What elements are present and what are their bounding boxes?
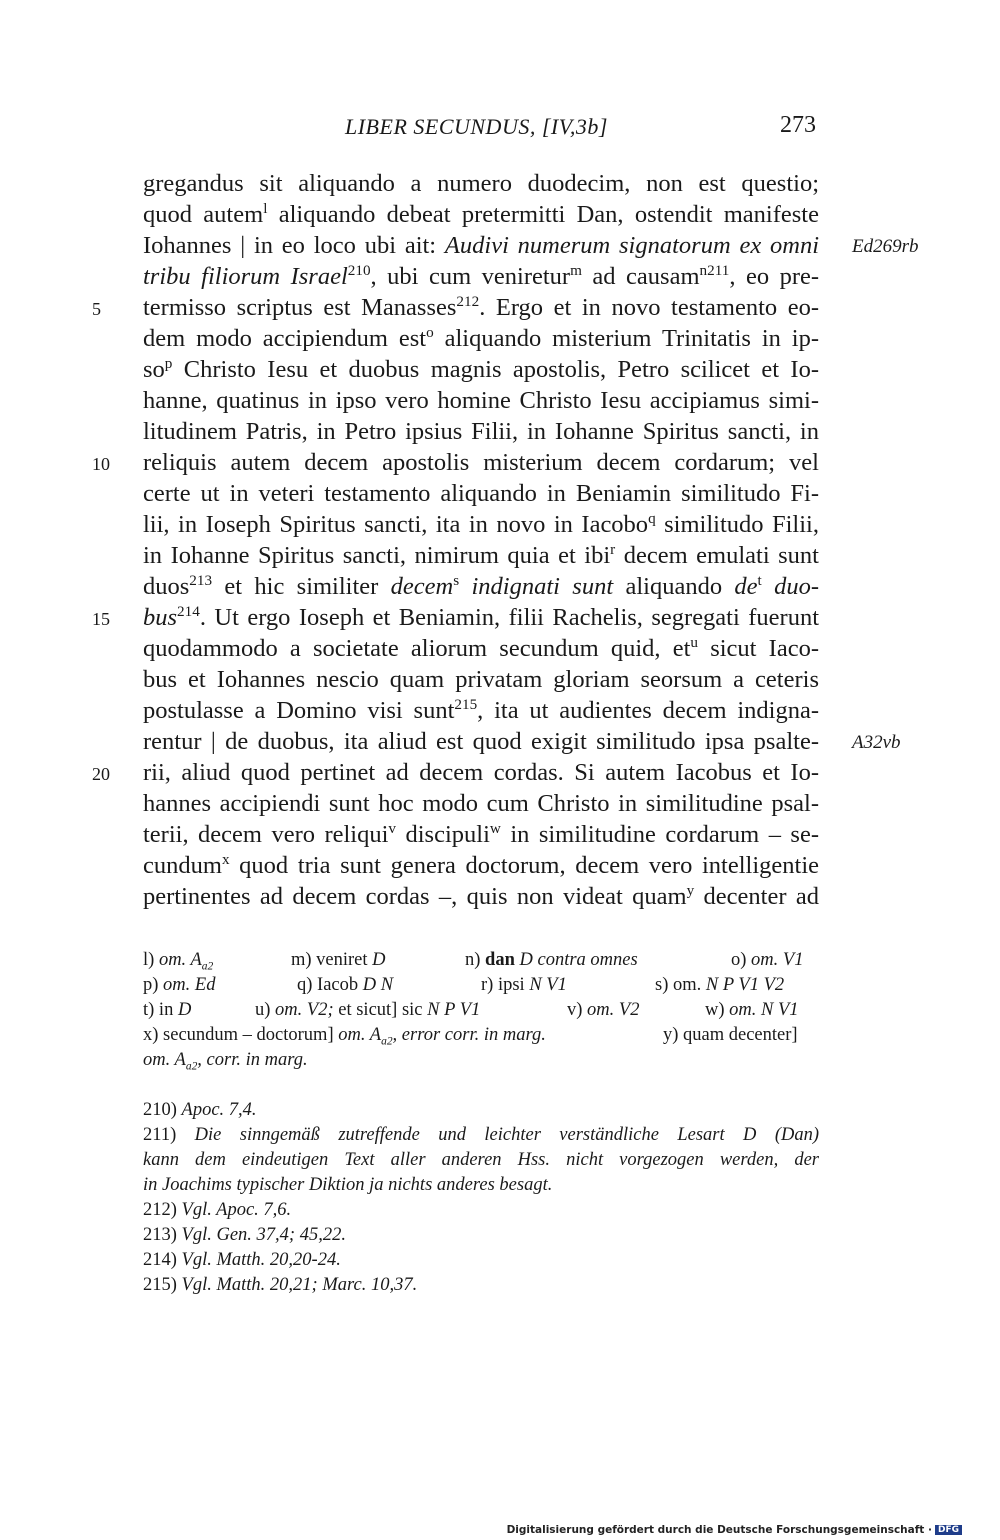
text-line: in Iohanne Spiritus sancti, nimirum quia et ibi$^r$ decem emulati sunt: [143, 540, 819, 569]
margin-folio-ref: A32vb: [852, 732, 901, 753]
text-line: quod autem$^l$ aliquando debeat pretermitti Dan, ostendit manifeste: [143, 199, 819, 228]
text-line: quodammodo a societate aliorum secundum quid, $et^u$ sicut Iaco-: [143, 633, 819, 662]
text-line: termisso scriptus est Manasses$^{212}$. Ergo et in novo testamento eo-: [143, 292, 820, 321]
footnote-line: 214) Vgl. Matth. 20,20-24.: [143, 1250, 341, 1270]
text-line: gregandus sit aliquando a numero duodecim, non est questio;: [143, 170, 819, 197]
text-line: certe ut in veteri testamento aliquando in Beniamin similitudo Fi-: [143, 480, 819, 507]
text-line: hanne, quatinus in ipso vero homine Christo Iesu accipiamus simi-: [143, 387, 819, 414]
apparatus-entry: u) om. V2; et sicut] sic N P V1: [255, 1000, 481, 1020]
apparatus-entry: v) om. V2: [567, 1000, 640, 1020]
apparatus-entry: y) quam decenter]: [663, 1025, 798, 1045]
apparatus-entry: m) veniret D: [291, 950, 386, 970]
text-line: lii, in Ioseph Spiritus sancti, ita in novo in Iacobo$^q$ similitudo Filii,: [143, 509, 819, 538]
text-line: pertinentes ad decem cordas –, quis non videat quam$^y$ decenter ad: [143, 881, 819, 910]
text-line: $so^p$ Christo Iesu et duobus magnis apostolis, Petro scilicet et Io-: [143, 354, 819, 383]
margin-folio-ref: Ed269rb: [852, 236, 919, 257]
footnote-line: in Joachims typischer Diktion ja nichts anderes besagt.: [143, 1175, 553, 1195]
footnote-line: 215) Vgl. Matth. 20,21; Marc. 10,37.: [143, 1275, 418, 1295]
apparatus-entry: q) Iacob D N: [297, 975, 394, 995]
digitization-credit: [507, 1524, 962, 1536]
text-line: terii, decem vero reliqui$^v$ discipuli$^w$ in similitudine cordarum – se-: [143, 819, 820, 848]
footnote-line: 210) Apoc. 7,4.: [143, 1100, 257, 1120]
text-line: rentur | de duobus, ita aliud est quod exigit similitudo ipsa psalte-: [143, 728, 819, 755]
text-line: reliquis autem decem apostolis misterium decem cordarum; vel: [143, 449, 819, 476]
text-line: bus et Iohannes nescio quam privatam gloriam seorsum a ceteris: [143, 666, 819, 693]
text-line: bus$^{214}$. Ut ergo Ioseph et Beniamin, filii Rachelis, segregati fuerunt: [143, 602, 819, 631]
apparatus-entry: om. $A_{a2}$, corr. in marg.: [143, 1050, 308, 1073]
apparatus-entry: l) om. $A_{a2}$: [143, 950, 214, 973]
text-line: cundum$^x$ quod tria sunt genera doctorum, decem vero intelligentie: [143, 850, 819, 879]
text-line: hannes accipiendi sunt hoc modo cum Christo in similitudine psal-: [143, 790, 819, 817]
text-line: rii, aliud quod pertinet ad decem cordas. Si autem Iacobus et Io-: [143, 759, 819, 786]
line-number: 5: [92, 299, 101, 319]
line-number: 10: [92, 454, 110, 474]
footnote-line: 212) Vgl. Apoc. 7,6.: [143, 1200, 292, 1220]
line-number: 20: [92, 764, 110, 784]
footnote-line: 211) Die sinngemäß zutreffende und leichter verständliche Lesart D (Dan): [143, 1125, 819, 1145]
text-line: duos$^{213}$ et hic similiter decem$^s$ indignati sunt aliquando $de^t$ duo-: [143, 571, 820, 600]
page-number: 273: [780, 112, 816, 138]
text-line: Iohannes | in eo loco ubi ait: Audivi numerum signatorum ex omni: [143, 232, 819, 259]
dfg-logo: DFG: [935, 1525, 962, 1535]
apparatus-entry: t) in D: [143, 1000, 192, 1020]
apparatus-entry: x) secundum – doctorum] om. $A_{a2}$, error corr. in marg.: [143, 1025, 546, 1048]
apparatus-entry: o) om. V1: [731, 950, 804, 970]
apparatus-entry: n) dan D contra omnes: [465, 950, 638, 970]
text-line: litudinem Patris, in Petro ipsius Filii, in Iohanne Spiritus sancti, in: [143, 418, 819, 445]
text-line: tribu filiorum Israel$^{210}$, ubi cum veniretur$^m$ ad causam$^{n211}$, eo pre-: [143, 261, 820, 290]
apparatus-entry: w) om. N V1: [705, 1000, 799, 1020]
footnote-line: 213) Vgl. Gen. 37,4; 45,22.: [143, 1225, 346, 1245]
credit-text: Digitalisierung gefördert durch die Deutsche Forschungsgemeinschaft ·: [506, 1524, 932, 1536]
text-line: postulasse a Domino visi sunt$^{215}$, ita ut audientes decem indigna-: [143, 695, 819, 724]
text-line: dem modo accipiendum est$^o$ aliquando misterium Trinitatis in ip-: [143, 323, 820, 352]
apparatus-entry: s) om. N P V1 V2: [655, 975, 785, 995]
apparatus-entry: r) ipsi N V1: [481, 975, 567, 995]
line-number: 15: [92, 609, 110, 629]
running-title: LIBER SECUNDUS, [IV,3b]: [345, 114, 608, 139]
footnote-line: kann dem eindeutigen Text aller anderen Hss. nicht vorgezogen werden, der: [143, 1150, 819, 1170]
apparatus-entry: p) om. Ed: [143, 975, 216, 995]
